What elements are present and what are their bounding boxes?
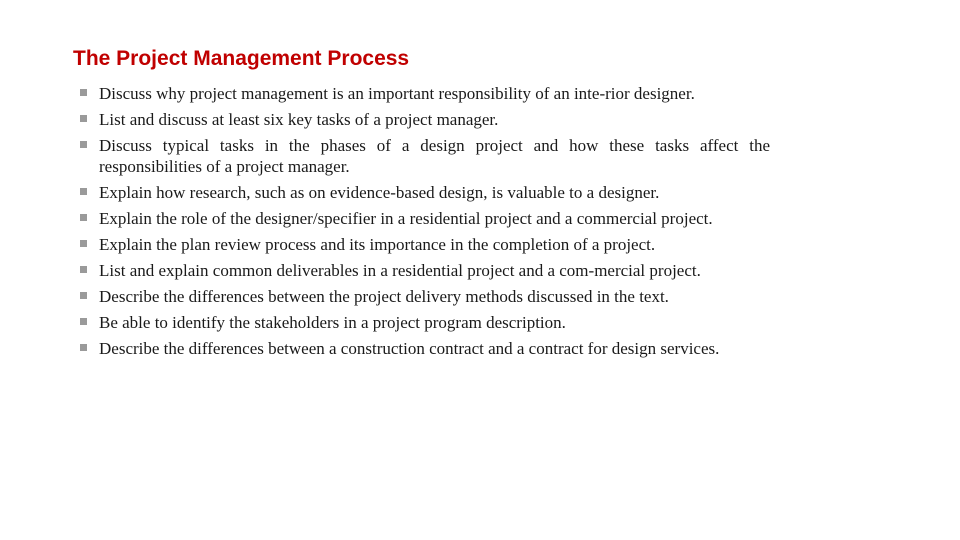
list-item <box>80 260 770 281</box>
square-bullet-icon <box>80 344 87 351</box>
list-item <box>80 109 770 130</box>
objective-text: Explain the plan review process and its importance in the completion of a project. <box>99 235 656 255</box>
square-bullet-icon <box>80 115 87 122</box>
list-item <box>80 182 770 203</box>
list-item <box>80 338 770 359</box>
square-bullet-icon <box>80 240 87 247</box>
list-item <box>80 83 770 104</box>
list-item <box>80 135 770 178</box>
square-bullet-icon <box>80 188 87 195</box>
objective-text: List and explain common deliverables in a residential project and a com-mercial project. <box>99 261 701 281</box>
square-bullet-icon <box>80 214 87 221</box>
objective-text: Discuss typical tasks in the phases of a design project and how these tasks affect the responsibilities of a project manager. <box>99 136 770 177</box>
square-bullet-icon <box>80 318 87 325</box>
objective-text: List and discuss at least six key tasks of a project manager. <box>99 110 499 129</box>
list-item <box>80 234 770 255</box>
objective-text: Discuss why project management is an important responsibility of an inte-rior designer. <box>99 84 695 103</box>
square-bullet-icon <box>80 292 87 299</box>
list-item <box>80 208 770 229</box>
square-bullet-icon <box>80 266 87 273</box>
square-bullet-icon <box>80 141 87 148</box>
objective-text: Be able to identify the stakeholders in a project program description. <box>99 313 566 333</box>
objectives-list <box>80 83 770 364</box>
objective-text: Describe the differences between the project delivery methods discussed in the text. <box>99 287 669 307</box>
list-item <box>80 312 770 333</box>
objective-text: Explain how research, such as on evidence-based design, is valuable to a designer. <box>99 183 660 203</box>
objective-text: Describe the differences between a construction contract and a contract for design services. <box>99 339 720 359</box>
square-bullet-icon <box>80 89 87 96</box>
objective-text: Explain the role of the designer/specifier in a residential project and a commercial project. <box>99 209 713 229</box>
list-item <box>80 286 770 307</box>
slide-title: The Project Management Process <box>73 47 410 70</box>
